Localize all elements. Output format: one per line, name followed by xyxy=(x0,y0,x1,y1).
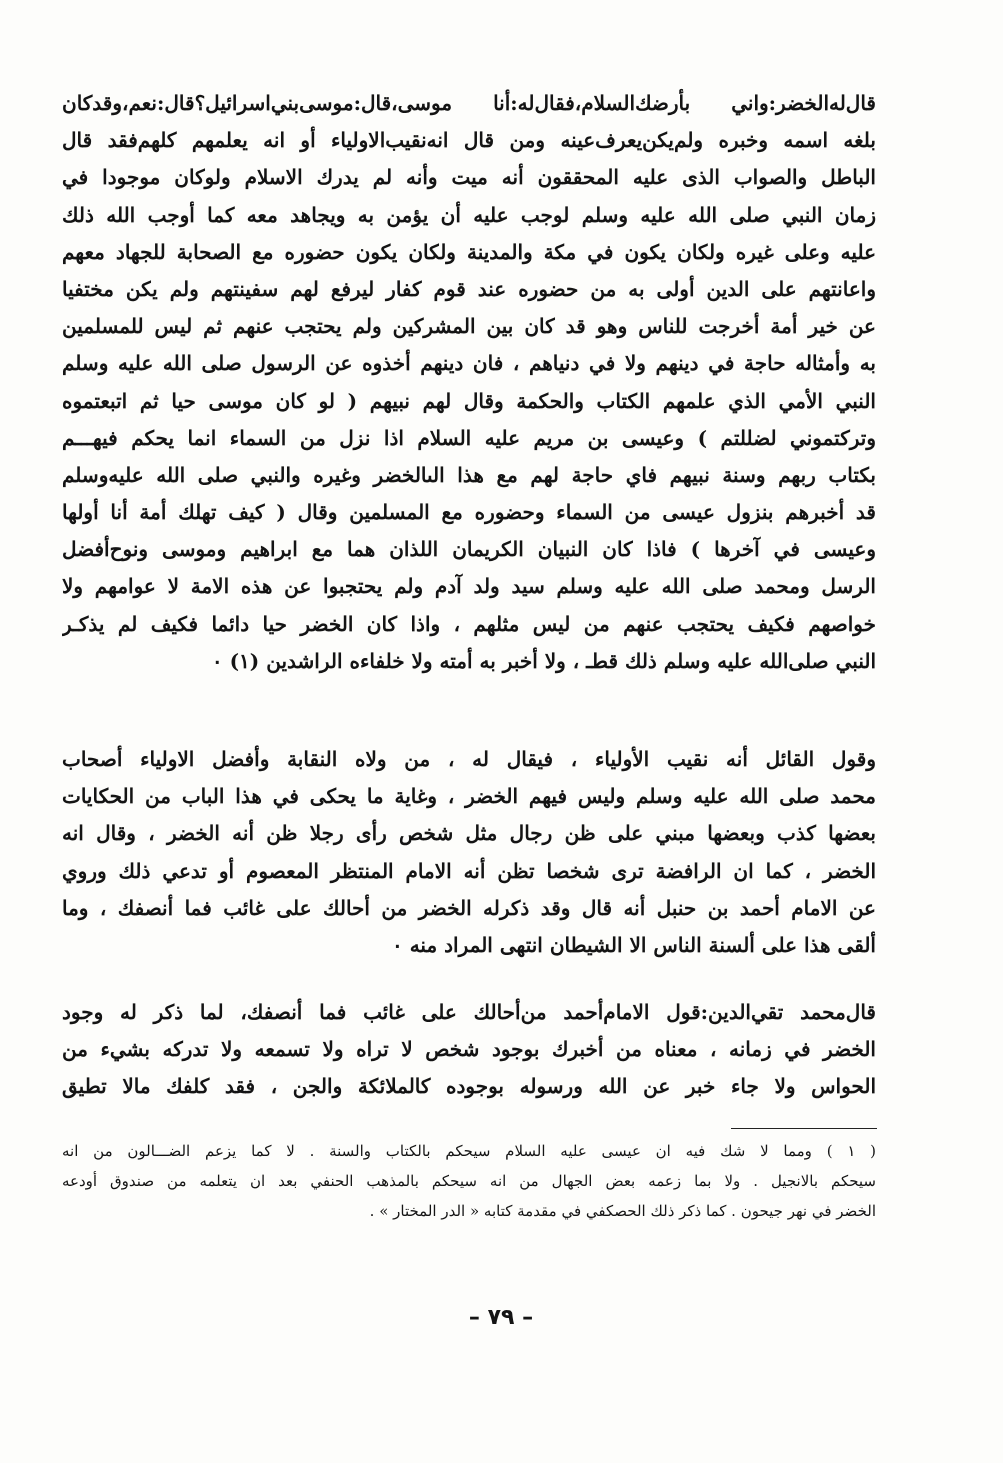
text-line: خواصهم فكيف يحتجب عنهم من ليس مثلهم ، واذا كان الخضر حيا دائما فكيف لم يذكـر xyxy=(62,611,876,636)
text-line: النبي الأمي الذي علمهم الكتاب والحكمة وقال لهم نبيهم ( لو كان موسى حيا ثم اتبعتموه xyxy=(62,388,876,413)
footnote-line: الخضر في نهر جيحون . كما ذكر ذلك الحصكفي في مقدمة كتابه « الدر المختار » . xyxy=(369,1202,876,1220)
paragraph-naqib-awliya xyxy=(62,741,876,964)
text-line: وعيسى في آخرها ) فاذا كان النبيان الكريمان اللذان هما مع ابراهيم وموسى ونوح‌أفضل xyxy=(62,537,876,562)
text-line: قد أخبرهم بنزول عيسى من السماء وحضوره مع المسلمين وقال ( كيف تهلك أمة أنا أولها xyxy=(62,500,876,525)
text-line: قال‌له‌الخضر:واني بأرضك‌السلام،فقال‌له:أنا موسى،قال:موسى‌بني‌اسرائيل؟قال:نعم،وقدكان xyxy=(62,91,876,115)
text-line: عليه وعلى غيره ولكان يكون في مكة والمدينة ولكان يكون حضوره مع الصحابة للجهاد معهم xyxy=(62,239,876,264)
text-line: النبي صلى‌الله عليه وسلم ذلك قطـ ، ولا أخبر به أمته ولا خلفاءه الراشدين (١) ٠ xyxy=(211,648,876,673)
text-line: محمد صلى الله عليه وسلم وليس فيهم الخضر ، وغاية ما يحكى في هذا الباب من الحكايات xyxy=(62,784,876,809)
text-line: قال‌محمد تقي‌الدين:قول الامام‌أحمد من‌أحالك على غائب فما أنصفك، لما ذكر له وجود xyxy=(62,1000,876,1024)
text-line: وتركتموني لضللتم ) وعيسى بن مريم عليه السلام اذا نزل من السماء انما يحكم فيهـــم xyxy=(62,425,876,450)
text-line: ألقى هذا على ألسنة الناس الا الشيطان انتهى المراد منه ٠ xyxy=(392,932,876,957)
footnote-line: سيحكم بالانجيل . ولا بما زعمه بعض الجهال من انه سيحكم بالمذهب الحنفي بعد ان يتعلمه من صندوق أودعه xyxy=(62,1172,876,1190)
text-line: بعضها كذب وبعضها مبني على ظن رجال مثل شخص رأى رجلا ظن أنه الخضر ، وقال انه xyxy=(62,821,876,846)
text-line: الخضر في زمانه ، معناه من أخبرك بوجود شخص لا تراه ولا تسمعه ولا تدركه بشيء من xyxy=(62,1037,876,1062)
text-line: زمان النبي صلى الله عليه وسلم لوجب عليه أن يؤمن به ويجاهد معه كما أوجب الله ذلك xyxy=(62,202,876,227)
footnote-line: ( ١ ) ومما لا شك فيه ان عيسى عليه السلام سيحكم بالكتاب والسنة . لا كما يزعم الضـــالون من انه xyxy=(62,1142,876,1160)
paragraph-taqi-aldin xyxy=(62,994,876,1106)
paragraph-khidr-death xyxy=(62,85,876,680)
page-number: – ٧٩ – xyxy=(468,1305,534,1330)
footnote xyxy=(62,1136,876,1226)
text-line: به وأمثاله حاجة في دينهم ولا في دنياهم ، فان دينهم أخذوه عن الرسول صلى الله عليه وسلم xyxy=(62,351,876,376)
text-line: عن خير أمة أخرجت للناس وهو قد كان بين المشركين ولم يحتجب عنهم ثم ليس للمسلمين xyxy=(62,314,876,339)
text-line: الباطل والصواب الذى عليه المحققون أنه ميت وأنه لم يدرك الاسلام ولوكان موجودا في xyxy=(62,165,876,190)
footnote-divider xyxy=(731,1128,877,1129)
text-line: بكتاب ربهم وسنة نبيهم فاي حاجة لهم مع هذا الىالخضر وغيره والنبي صلى الله عليه‌وسلم xyxy=(62,462,876,487)
text-line: الحواس ولا جاء خبر عن الله ورسوله بوجوده كالملائكة والجن ، فقد كلفك مالا تطيق xyxy=(62,1074,876,1099)
text-line: الخضر ، كما ان الرافضة ترى شخصا تظن أنه الامام المنتظر المعصوم أو تدعي ذلك وروي xyxy=(62,858,876,883)
text-line: بلغه اسمه وخبره ولم‌يكن‌يعرف‌عينه ومن قال انه‌نقيب‌الاولياء أو انه يعلمهم كلهم‌فقد قال xyxy=(62,128,876,153)
text-line: عن الامام أحمد بن حنبل أنه قال وقد ذكرله الخضر من أحالك على غائب فما أنصفك ، وما xyxy=(62,895,876,920)
text-line: الرسل ومحمد صلى الله عليه وسلم سيد ولد آدم ولم يحتجبوا عن هذه الامة لا عوامهم ولا xyxy=(62,574,876,599)
text-line: وقول القائل أنه نقيب الأولياء ، فيقال له ، من ولاه النقابة وأفضل الاولياء أصحاب xyxy=(62,747,876,771)
text-line: واعانتهم على الدين أولى به من حضوره عند قوم كفار ليرفع لهم سفينتهم ولم يكن مختفيا xyxy=(62,276,876,301)
